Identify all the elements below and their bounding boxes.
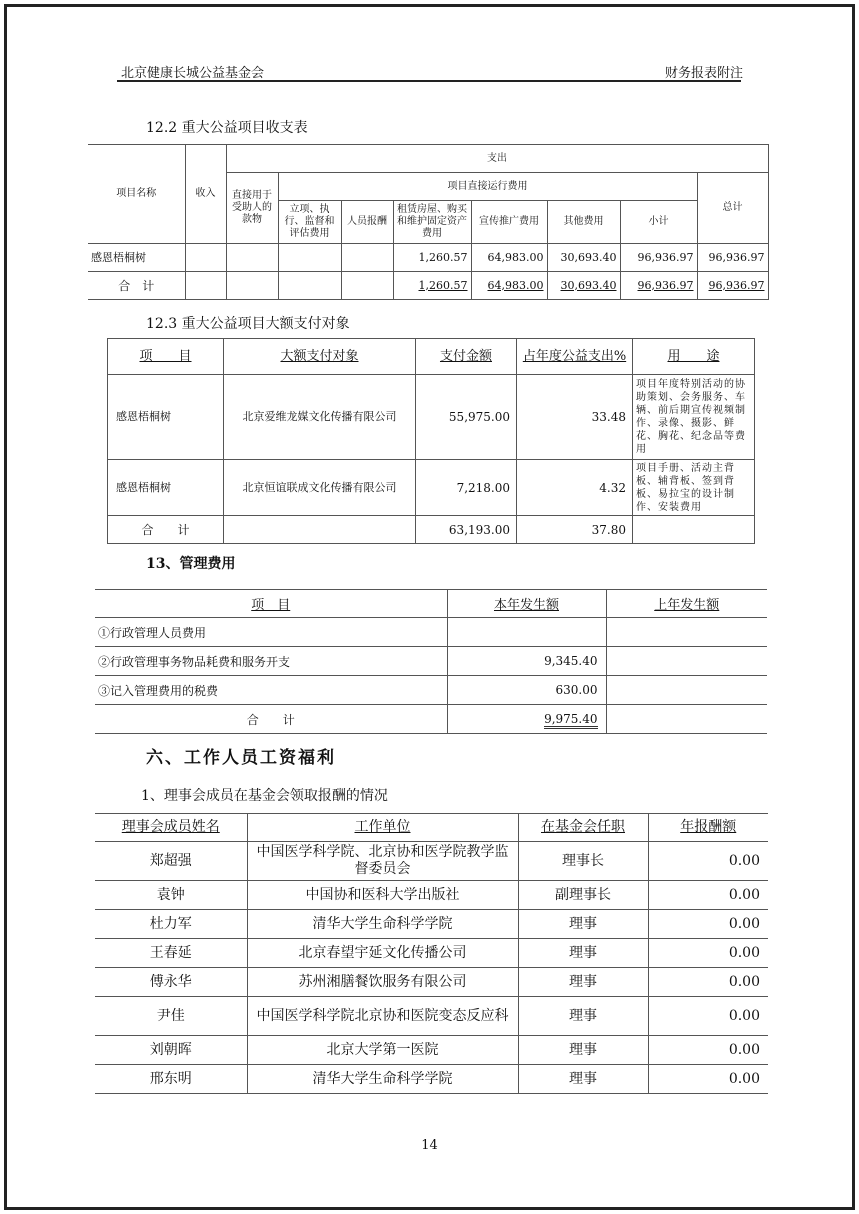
member-role: 理事 [518,910,648,939]
col-total: 总计 [697,173,768,244]
member-name: 傅永华 [95,968,247,997]
payment-ratio: 4.32 [517,460,633,516]
payment-payee: 北京爱维龙媒文化传播有限公司 [224,375,416,460]
promo-cost-value: 64,983.00 [471,244,547,272]
col-current-year: 本年发生额 [493,598,559,613]
page-number: 14 [421,1138,438,1153]
sum-asset-cost: 1,260.57 [418,278,468,292]
header-doc-title: 财务报表附注 [664,66,743,81]
total-label: 合 计 [88,272,185,300]
table-row [95,1065,768,1094]
table-large-payments [107,338,755,544]
subtotal-value: 96,936.97 [620,244,697,272]
table-management-expenses [95,589,767,734]
member-pay: 0.00 [648,910,768,939]
member-role: 理事 [518,968,648,997]
sum-total: 96,936.97 [708,278,765,292]
payment-item: 感恩梧桐树 [108,375,224,460]
payment-use: 项目年度特别活动的协助策划、会务服务、车辆、前后期宣传视频制作、录像、摄影、鲜花、胸花、纪念品等费用 [633,375,755,460]
member-work-unit: 中国医学科学院、北京协和医学院教学监督委员会 [247,842,518,881]
member-name: 刘朝晖 [95,1036,247,1065]
col-payee: 大额支付对象 [280,348,359,364]
table-row [95,1036,768,1065]
col-income: 收入 [185,145,226,244]
member-pay: 0.00 [648,1036,768,1065]
col-subtotal: 小计 [620,201,697,244]
member-role: 理事长 [518,842,648,881]
table-total-row [95,705,767,734]
section-13-title: 13、管理费用 [146,556,236,572]
col-staff-pay: 人员报酬 [341,201,393,244]
table-project-income-expense [88,144,769,300]
col-run-cost: 项目直接运行费用 [278,173,697,201]
col-promo-cost: 宣传推广费用 [471,201,547,244]
col-member-name: 理事会成员姓名 [121,819,220,835]
header-org: 北京健康长城公益基金会 [121,66,265,81]
payment-amount: 55,975.00 [416,375,517,460]
table-row [88,244,768,272]
table-row [95,676,767,705]
section-12-3-title: 12.3 重大公益项目大额支付对象 [146,316,350,332]
member-work-unit: 中国协和医科大学出版社 [247,881,518,910]
col-asset-cost: 租赁房屋、购买和维护固定资产费用 [393,201,471,244]
col-annual-pay: 年报酬额 [680,819,737,835]
table-row [95,647,767,676]
table-row [95,618,767,647]
member-name: 尹佳 [95,997,247,1036]
member-work-unit: 清华大学生命科学学院 [247,910,518,939]
sum-subtotal: 96,936.97 [637,278,694,292]
payment-payee: 北京恒谊联成文化传播有限公司 [224,460,416,516]
table-row [95,939,768,968]
section-6-subtitle: 1、理事会成员在基金会领取报酬的情况 [141,788,388,804]
table-board-compensation [95,813,768,1094]
col-exec-cost: 立项、执行、监督和评估费用 [278,201,341,244]
member-pay: 0.00 [648,842,768,881]
payment-amount: 7,218.00 [416,460,517,516]
member-role: 副理事长 [518,881,648,910]
expense-item: ①行政管理人员费用 [95,618,447,647]
col-item: 项 目 [139,348,192,364]
sum-promo-cost: 64,983.00 [487,278,544,292]
table-total-row [108,516,755,544]
member-work-unit: 苏州湘膳餐饮服务有限公司 [247,968,518,997]
col-amount: 支付金额 [439,348,492,364]
expense-item: ②行政管理事务物品耗费和服务开支 [95,647,447,676]
member-pay: 0.00 [648,997,768,1036]
sum-amount: 63,193.00 [416,516,517,544]
total-label: 合 计 [108,516,224,544]
table-row [95,997,768,1036]
member-pay: 0.00 [648,939,768,968]
section-12-2-title: 12.2 重大公益项目收支表 [146,120,308,136]
col-direct-aid: 直接用于受助人的款物 [226,173,278,244]
table-row [95,910,768,939]
expense-current: 9,345.40 [447,647,606,676]
other-cost-value: 30,693.40 [547,244,620,272]
member-role: 理事 [518,939,648,968]
col-role: 在基金会任职 [541,819,625,835]
sum-other-cost: 30,693.40 [560,278,617,292]
member-pay: 0.00 [648,1065,768,1094]
project-name: 感恩梧桐树 [88,244,185,272]
member-role: 理事 [518,997,648,1036]
member-work-unit: 清华大学生命科学学院 [247,1065,518,1094]
col-project-name: 项目名称 [88,145,185,244]
col-other-cost: 其他费用 [547,201,620,244]
asset-cost-value: 1,260.57 [393,244,471,272]
expense-current: 630.00 [447,676,606,705]
member-name: 杜力军 [95,910,247,939]
total-label: 合 计 [95,705,447,734]
member-role: 理事 [518,1065,648,1094]
table-row [95,881,768,910]
member-pay: 0.00 [648,968,768,997]
payment-use: 项目手册、活动主背板、辅背板、签到背板、易拉宝的设计制作、安装费用 [633,460,755,516]
member-name: 王春延 [95,939,247,968]
member-role: 理事 [518,1036,648,1065]
col-expense: 支出 [226,145,768,173]
total-value: 96,936.97 [697,244,768,272]
col-item: 项 目 [251,598,291,613]
header-rule [117,80,741,82]
table-row [95,842,768,881]
member-pay: 0.00 [648,881,768,910]
member-name: 袁钟 [95,881,247,910]
col-ratio: 占年度公益支出% [522,348,627,364]
member-work-unit: 北京春望宇延文化传播公司 [247,939,518,968]
table-total-row [88,272,768,300]
col-use: 用 途 [667,348,720,364]
member-name: 邢东明 [95,1065,247,1094]
member-name: 郑超强 [95,842,247,881]
sum-current: 9,975.40 [544,712,597,729]
payment-ratio: 33.48 [517,375,633,460]
expense-item: ③记入管理费用的税费 [95,676,447,705]
col-previous-year: 上年发生额 [654,598,720,613]
member-work-unit: 北京大学第一医院 [247,1036,518,1065]
expense-current [447,618,606,647]
sum-ratio: 37.80 [517,516,633,544]
payment-item: 感恩梧桐树 [108,460,224,516]
section-6-title: 六、工作人员工资福利 [146,748,336,768]
member-work-unit: 中国医学科学院北京协和医院变态反应科 [247,997,518,1036]
table-row [108,460,755,516]
col-work-unit: 工作单位 [354,819,411,835]
table-row [95,968,768,997]
table-row [108,375,755,460]
